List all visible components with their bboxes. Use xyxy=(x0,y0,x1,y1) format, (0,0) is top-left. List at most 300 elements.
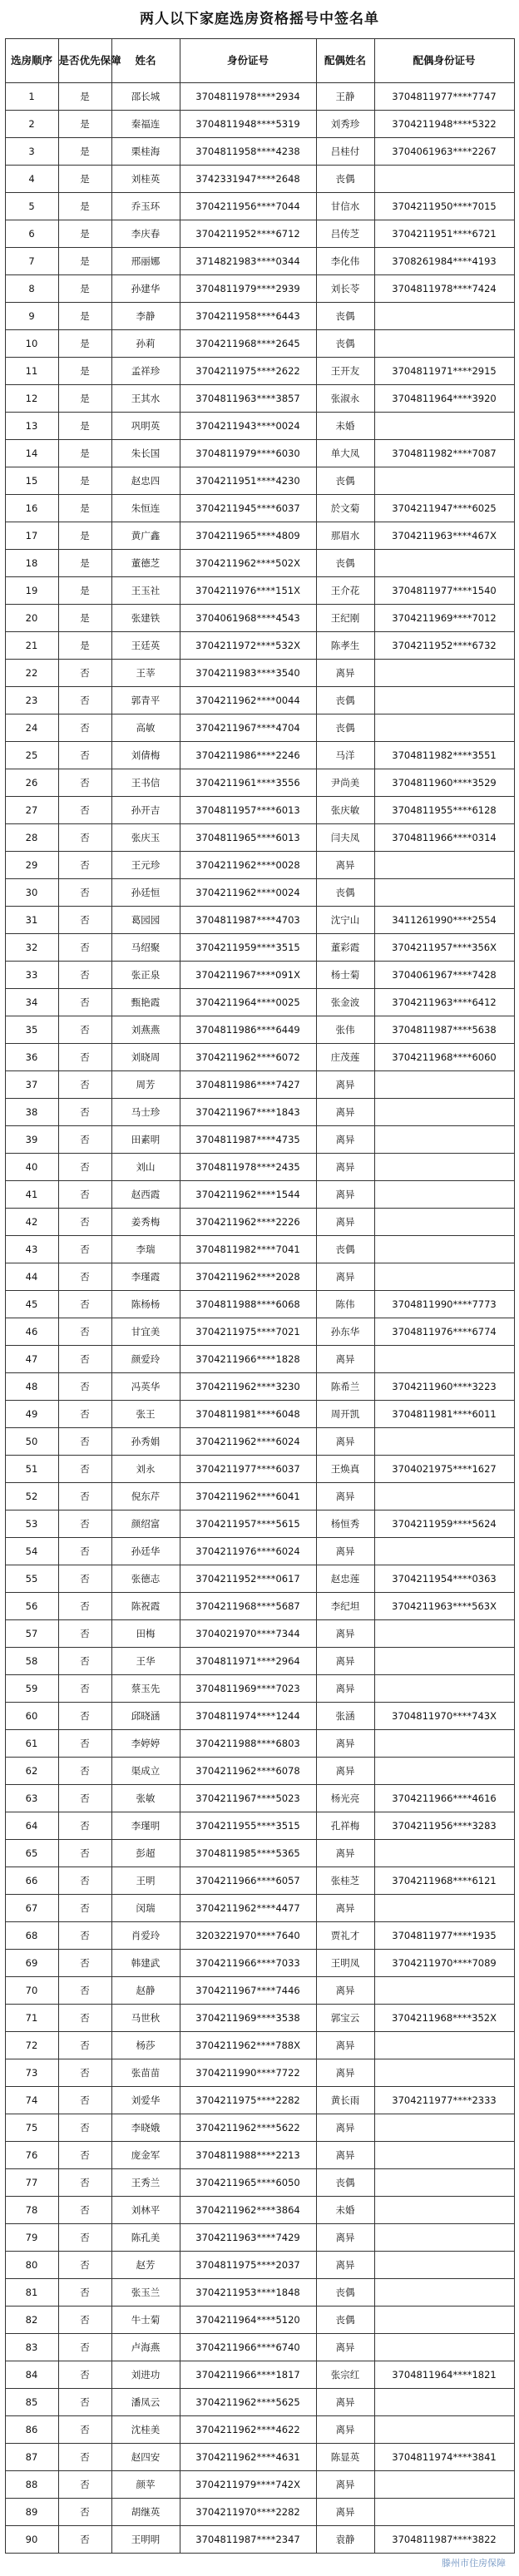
cell-id-number: 3704811979****2939 xyxy=(180,275,316,303)
table-row xyxy=(5,1785,514,1812)
cell-spouse-name: 刘秀珍 xyxy=(316,111,374,138)
cell-id-number: 3704811948****5319 xyxy=(180,111,316,138)
cell-order: 30 xyxy=(5,879,58,907)
cell-id-number: 3704211975****2282 xyxy=(180,2087,316,2114)
table-row xyxy=(5,2444,514,2471)
cell-order: 85 xyxy=(5,2389,58,2416)
table-row xyxy=(5,2032,514,2059)
cell-priority: 否 xyxy=(58,2279,111,2307)
cell-priority: 否 xyxy=(58,1950,111,1977)
cell-priority: 否 xyxy=(58,1675,111,1703)
cell-order: 73 xyxy=(5,2059,58,2087)
table-row xyxy=(5,550,514,577)
cell-name: 姜秀梅 xyxy=(111,1209,180,1236)
cell-id-number: 3704211962****4477 xyxy=(180,1895,316,1922)
table-row xyxy=(5,2114,514,2142)
cell-priority: 否 xyxy=(58,1318,111,1346)
cell-spouse-name: 王明凤 xyxy=(316,1950,374,1977)
cell-order: 80 xyxy=(5,2252,58,2279)
cell-id-number: 3704211966****1817 xyxy=(180,2361,316,2389)
cell-priority: 否 xyxy=(58,852,111,879)
cell-priority: 否 xyxy=(58,1648,111,1675)
table-row xyxy=(5,413,514,440)
cell-order: 35 xyxy=(5,1016,58,1044)
table-body xyxy=(5,83,514,2554)
cell-spouse-id-number: 3704211963****563X xyxy=(374,1593,514,1620)
cell-spouse-id-number: 3704811990****7773 xyxy=(374,1291,514,1318)
table-header-row xyxy=(5,39,514,83)
cell-spouse-id-number: 3704211956****3283 xyxy=(374,1812,514,1840)
cell-priority: 否 xyxy=(58,1044,111,1071)
cell-order: 72 xyxy=(5,2032,58,2059)
cell-priority: 否 xyxy=(58,2361,111,2389)
cell-order: 28 xyxy=(5,824,58,852)
cell-id-number: 3704211968****2645 xyxy=(180,330,316,358)
cell-order: 49 xyxy=(5,1401,58,1428)
table-row xyxy=(5,879,514,907)
cell-spouse-id-number: 3704211969****7012 xyxy=(374,605,514,632)
cell-id-number: 3704211967****5023 xyxy=(180,1785,316,1812)
watermark: 滕州市住房保障 xyxy=(442,2558,506,2569)
cell-priority: 否 xyxy=(58,742,111,769)
table-row xyxy=(5,1456,514,1483)
cell-order: 65 xyxy=(5,1840,58,1867)
cell-spouse-id-number xyxy=(374,1154,514,1181)
cell-spouse-id-number: 3704811976****6774 xyxy=(374,1318,514,1346)
cell-spouse-id-number xyxy=(374,852,514,879)
cell-order: 27 xyxy=(5,797,58,824)
header-order: 选房顺序 xyxy=(5,39,58,83)
cell-spouse-name: 杨士菊 xyxy=(316,962,374,989)
cell-order: 4 xyxy=(5,166,58,193)
cell-order: 82 xyxy=(5,2307,58,2334)
cell-spouse-id-number: 3704811981****6011 xyxy=(374,1401,514,1428)
cell-id-number: 3704211943****0024 xyxy=(180,413,316,440)
cell-order: 75 xyxy=(5,2114,58,2142)
cell-spouse-name: 杨光亮 xyxy=(316,1785,374,1812)
cell-order: 57 xyxy=(5,1620,58,1648)
cell-order: 54 xyxy=(5,1538,58,1565)
cell-name: 颜绍富 xyxy=(111,1510,180,1538)
cell-priority: 否 xyxy=(58,660,111,687)
cell-spouse-id-number xyxy=(374,2169,514,2197)
cell-id-number: 3704021970****7344 xyxy=(180,1620,316,1648)
cell-order: 62 xyxy=(5,1758,58,1785)
cell-order: 5 xyxy=(5,193,58,220)
cell-name: 孙廷华 xyxy=(111,1538,180,1565)
cell-priority: 是 xyxy=(58,83,111,111)
cell-spouse-name: 王开友 xyxy=(316,358,374,385)
cell-priority: 否 xyxy=(58,1483,111,1510)
cell-priority: 是 xyxy=(58,220,111,248)
table-row xyxy=(5,989,514,1016)
cell-id-number: 3704211983****3540 xyxy=(180,660,316,687)
cell-order: 81 xyxy=(5,2279,58,2307)
cell-spouse-name: 吕传芝 xyxy=(316,220,374,248)
cell-name: 肖爱玲 xyxy=(111,1922,180,1950)
table-row xyxy=(5,1154,514,1181)
table-row xyxy=(5,1620,514,1648)
cell-name: 李庆春 xyxy=(111,220,180,248)
cell-id-number: 3704811987****4735 xyxy=(180,1126,316,1154)
cell-spouse-name: 离异 xyxy=(316,1758,374,1785)
cell-order: 50 xyxy=(5,1428,58,1456)
cell-spouse-id-number xyxy=(374,1840,514,1867)
cell-spouse-id-number xyxy=(374,1758,514,1785)
table-row xyxy=(5,714,514,742)
cell-priority: 否 xyxy=(58,2334,111,2361)
cell-priority: 否 xyxy=(58,2142,111,2169)
cell-id-number: 3704811982****7041 xyxy=(180,1236,316,1263)
table-row xyxy=(5,1675,514,1703)
cell-id-number: 3704211967****1843 xyxy=(180,1099,316,1126)
cell-name: 彭超 xyxy=(111,1840,180,1867)
cell-priority: 是 xyxy=(58,193,111,220)
cell-name: 卢海燕 xyxy=(111,2334,180,2361)
cell-spouse-name: 吕桂付 xyxy=(316,138,374,166)
cell-name: 颜爱玲 xyxy=(111,1346,180,1373)
cell-id-number: 3704811963****3857 xyxy=(180,385,316,413)
cell-id-number: 3704211962****1544 xyxy=(180,1181,316,1209)
cell-priority: 否 xyxy=(58,1895,111,1922)
cell-priority: 否 xyxy=(58,1373,111,1401)
table-row xyxy=(5,220,514,248)
cell-order: 15 xyxy=(5,467,58,495)
table-row xyxy=(5,495,514,522)
cell-id-number: 3704811965****6013 xyxy=(180,824,316,852)
cell-name: 马士珍 xyxy=(111,1099,180,1126)
cell-spouse-id-number: 3704211963****6412 xyxy=(374,989,514,1016)
cell-spouse-name: 郭宝云 xyxy=(316,2005,374,2032)
table-row xyxy=(5,907,514,934)
cell-spouse-name: 陈希兰 xyxy=(316,1373,374,1401)
cell-spouse-id-number: 3704211968****6060 xyxy=(374,1044,514,1071)
cell-priority: 否 xyxy=(58,1428,111,1456)
cell-priority: 否 xyxy=(58,2471,111,2499)
cell-id-number: 3704811986****6449 xyxy=(180,1016,316,1044)
cell-spouse-id-number: 3411261990****2554 xyxy=(374,907,514,934)
cell-priority: 否 xyxy=(58,1565,111,1593)
cell-priority: 是 xyxy=(58,385,111,413)
table-row xyxy=(5,166,514,193)
cell-spouse-name: 赵忠莲 xyxy=(316,1565,374,1593)
cell-order: 78 xyxy=(5,2197,58,2224)
table-row xyxy=(5,2334,514,2361)
cell-name: 孙开吉 xyxy=(111,797,180,824)
table-row xyxy=(5,1922,514,1950)
cell-id-number: 3704211945****6037 xyxy=(180,495,316,522)
cell-priority: 否 xyxy=(58,2059,111,2087)
cell-spouse-id-number xyxy=(374,2279,514,2307)
cell-id-number: 3704811987****2347 xyxy=(180,2526,316,2554)
cell-spouse-id-number xyxy=(374,413,514,440)
cell-spouse-name: 离异 xyxy=(316,1181,374,1209)
document-title: 两人以下家庭选房资格摇号中签名单 xyxy=(140,11,379,27)
cell-spouse-name: 离异 xyxy=(316,2334,374,2361)
cell-spouse-name: 张淑永 xyxy=(316,385,374,413)
cell-id-number: 3203221970****7640 xyxy=(180,1922,316,1950)
cell-order: 7 xyxy=(5,248,58,275)
cell-spouse-id-number xyxy=(374,1648,514,1675)
cell-spouse-id-number: 3704811955****6128 xyxy=(374,797,514,824)
cell-order: 69 xyxy=(5,1950,58,1977)
cell-spouse-id-number xyxy=(374,1099,514,1126)
cell-id-number: 3704211977****6037 xyxy=(180,1456,316,1483)
cell-priority: 是 xyxy=(58,166,111,193)
cell-spouse-name: 离异 xyxy=(316,2416,374,2444)
table-row xyxy=(5,111,514,138)
cell-name: 牛士菊 xyxy=(111,2307,180,2334)
cell-id-number: 3704811988****2213 xyxy=(180,2142,316,2169)
cell-priority: 否 xyxy=(58,1263,111,1291)
table-row xyxy=(5,2279,514,2307)
cell-priority: 否 xyxy=(58,1071,111,1099)
cell-name: 刘桂英 xyxy=(111,166,180,193)
cell-priority: 是 xyxy=(58,111,111,138)
cell-id-number: 3704211962****6078 xyxy=(180,1758,316,1785)
cell-priority: 是 xyxy=(58,495,111,522)
table-row xyxy=(5,2252,514,2279)
table-row xyxy=(5,248,514,275)
table-row xyxy=(5,1483,514,1510)
cell-name: 甄艳霞 xyxy=(111,989,180,1016)
cell-spouse-name: 离异 xyxy=(316,1428,374,1456)
table-row xyxy=(5,138,514,166)
cell-order: 79 xyxy=(5,2224,58,2252)
table-row xyxy=(5,769,514,797)
cell-priority: 否 xyxy=(58,1785,111,1812)
table-row xyxy=(5,2169,514,2197)
cell-spouse-id-number: 3704211960****3223 xyxy=(374,1373,514,1401)
cell-spouse-id-number: 3704211948****5322 xyxy=(374,111,514,138)
cell-order: 66 xyxy=(5,1867,58,1895)
cell-priority: 是 xyxy=(58,330,111,358)
cell-name: 张敏 xyxy=(111,1785,180,1812)
cell-name: 渠成立 xyxy=(111,1758,180,1785)
table-row xyxy=(5,852,514,879)
cell-order: 89 xyxy=(5,2499,58,2526)
cell-spouse-id-number: 3704811974****3841 xyxy=(374,2444,514,2471)
cell-spouse-id-number: 3704211954****0363 xyxy=(374,1565,514,1593)
cell-priority: 是 xyxy=(58,138,111,166)
cell-id-number: 3704211966****6740 xyxy=(180,2334,316,2361)
cell-spouse-name: 甘信水 xyxy=(316,193,374,220)
table-row xyxy=(5,1099,514,1126)
cell-spouse-id-number: 3704211968****6121 xyxy=(374,1867,514,1895)
cell-spouse-name: 於文菊 xyxy=(316,495,374,522)
cell-name: 王玉社 xyxy=(111,577,180,605)
cell-id-number: 3742331947****2648 xyxy=(180,166,316,193)
cell-order: 14 xyxy=(5,440,58,467)
cell-id-number: 3704211975****7021 xyxy=(180,1318,316,1346)
cell-spouse-name: 丧偶 xyxy=(316,166,374,193)
cell-spouse-id-number xyxy=(374,2032,514,2059)
table-row xyxy=(5,1181,514,1209)
cell-id-number: 3704811986****7427 xyxy=(180,1071,316,1099)
header-spouse-name: 配偶姓名 xyxy=(316,39,374,83)
cell-spouse-id-number xyxy=(374,1675,514,1703)
cell-spouse-name: 离异 xyxy=(316,852,374,879)
cell-name: 张德志 xyxy=(111,1565,180,1593)
cell-id-number: 3704211961****3556 xyxy=(180,769,316,797)
cell-priority: 否 xyxy=(58,2499,111,2526)
cell-priority: 否 xyxy=(58,1922,111,1950)
cell-priority: 否 xyxy=(58,1730,111,1758)
cell-spouse-id-number: 3704211966****4616 xyxy=(374,1785,514,1812)
cell-order: 9 xyxy=(5,303,58,330)
cell-id-number: 3704211958****6443 xyxy=(180,303,316,330)
cell-order: 70 xyxy=(5,1977,58,2005)
cell-id-number: 3704211952****0617 xyxy=(180,1565,316,1593)
cell-order: 29 xyxy=(5,852,58,879)
cell-name: 王莘 xyxy=(111,660,180,687)
cell-order: 46 xyxy=(5,1318,58,1346)
cell-id-number: 3704811969****7023 xyxy=(180,1675,316,1703)
cell-id-number: 3704811979****6030 xyxy=(180,440,316,467)
cell-spouse-id-number xyxy=(374,1181,514,1209)
table-row xyxy=(5,1209,514,1236)
cell-spouse-name: 丧偶 xyxy=(316,2169,374,2197)
cell-order: 76 xyxy=(5,2142,58,2169)
cell-priority: 是 xyxy=(58,632,111,660)
cell-spouse-name: 尹尚美 xyxy=(316,769,374,797)
cell-spouse-id-number: 3704811978****7424 xyxy=(374,275,514,303)
cell-name: 颜苹 xyxy=(111,2471,180,2499)
table-row xyxy=(5,303,514,330)
table-row xyxy=(5,1895,514,1922)
table-row xyxy=(5,632,514,660)
cell-spouse-name: 袁静 xyxy=(316,2526,374,2554)
table-row xyxy=(5,1648,514,1675)
cell-id-number: 3704211965****6050 xyxy=(180,2169,316,2197)
cell-order: 31 xyxy=(5,907,58,934)
cell-order: 88 xyxy=(5,2471,58,2499)
cell-name: 刘进功 xyxy=(111,2361,180,2389)
cell-spouse-id-number: 3704061963****2267 xyxy=(374,138,514,166)
table-row xyxy=(5,1758,514,1785)
cell-priority: 否 xyxy=(58,2224,111,2252)
cell-name: 孙廷恒 xyxy=(111,879,180,907)
cell-id-number: 3704811974****1244 xyxy=(180,1703,316,1730)
table-row xyxy=(5,1950,514,1977)
cell-spouse-id-number xyxy=(374,2334,514,2361)
table-row xyxy=(5,1565,514,1593)
cell-spouse-name: 周开凯 xyxy=(316,1401,374,1428)
cell-spouse-id-number xyxy=(374,879,514,907)
cell-spouse-id-number xyxy=(374,2389,514,2416)
cell-priority: 是 xyxy=(58,467,111,495)
table-row xyxy=(5,1401,514,1428)
cell-name: 孙莉 xyxy=(111,330,180,358)
cell-spouse-id-number xyxy=(374,1071,514,1099)
cell-id-number: 3704811978****2934 xyxy=(180,83,316,111)
cell-spouse-id-number xyxy=(374,687,514,714)
cell-spouse-name: 丧偶 xyxy=(316,714,374,742)
cell-spouse-name: 未婚 xyxy=(316,2197,374,2224)
cell-order: 19 xyxy=(5,577,58,605)
cell-priority: 否 xyxy=(58,1703,111,1730)
table-row xyxy=(5,1428,514,1456)
cell-spouse-name: 离异 xyxy=(316,1675,374,1703)
cell-spouse-id-number: 3704211952****6732 xyxy=(374,632,514,660)
cell-spouse-name: 张宗红 xyxy=(316,2361,374,2389)
cell-order: 24 xyxy=(5,714,58,742)
cell-priority: 否 xyxy=(58,2087,111,2114)
cell-priority: 是 xyxy=(58,275,111,303)
cell-spouse-id-number xyxy=(374,1895,514,1922)
cell-order: 63 xyxy=(5,1785,58,1812)
cell-name: 李婷婷 xyxy=(111,1730,180,1758)
cell-name: 庞金军 xyxy=(111,2142,180,2169)
table-row xyxy=(5,275,514,303)
cell-priority: 否 xyxy=(58,2444,111,2471)
cell-id-number: 3704211957****5615 xyxy=(180,1510,316,1538)
cell-priority: 否 xyxy=(58,2197,111,2224)
table-row xyxy=(5,577,514,605)
cell-name: 巩明英 xyxy=(111,413,180,440)
cell-order: 25 xyxy=(5,742,58,769)
cell-order: 6 xyxy=(5,220,58,248)
cell-id-number: 3704211962****3230 xyxy=(180,1373,316,1401)
cell-order: 51 xyxy=(5,1456,58,1483)
cell-priority: 否 xyxy=(58,1593,111,1620)
cell-order: 18 xyxy=(5,550,58,577)
cell-name: 张正泉 xyxy=(111,962,180,989)
header-name: 姓名 xyxy=(111,39,180,83)
cell-spouse-name: 丧偶 xyxy=(316,687,374,714)
cell-id-number: 3704211953****1848 xyxy=(180,2279,316,2307)
cell-priority: 否 xyxy=(58,1016,111,1044)
cell-spouse-id-number: 3704211963****467X xyxy=(374,522,514,550)
cell-spouse-name: 离异 xyxy=(316,1099,374,1126)
cell-order: 48 xyxy=(5,1373,58,1401)
cell-priority: 否 xyxy=(58,687,111,714)
table-row xyxy=(5,962,514,989)
table-row xyxy=(5,1373,514,1401)
cell-priority: 否 xyxy=(58,1291,111,1318)
cell-id-number: 3704211962****5622 xyxy=(180,2114,316,2142)
cell-order: 52 xyxy=(5,1483,58,1510)
cell-priority: 是 xyxy=(58,577,111,605)
cell-id-number: 3704211966****1828 xyxy=(180,1346,316,1373)
cell-id-number: 3704211962****2028 xyxy=(180,1263,316,1291)
cell-id-number: 3704211966****6057 xyxy=(180,1867,316,1895)
cell-spouse-id-number: 3704811977****7747 xyxy=(374,83,514,111)
cell-spouse-name: 丧偶 xyxy=(316,303,374,330)
cell-spouse-id-number xyxy=(374,1126,514,1154)
cell-priority: 否 xyxy=(58,2114,111,2142)
cell-priority: 否 xyxy=(58,2032,111,2059)
cell-priority: 否 xyxy=(58,934,111,962)
cell-spouse-id-number xyxy=(374,2252,514,2279)
cell-spouse-id-number xyxy=(374,1538,514,1565)
cell-name: 孟祥珍 xyxy=(111,358,180,385)
cell-spouse-name: 丧偶 xyxy=(316,2307,374,2334)
cell-spouse-id-number: 3708261984****4193 xyxy=(374,248,514,275)
cell-order: 3 xyxy=(5,138,58,166)
cell-spouse-name: 李纪坦 xyxy=(316,1593,374,1620)
cell-id-number: 3704811988****6068 xyxy=(180,1291,316,1318)
cell-spouse-name: 闫夫凤 xyxy=(316,824,374,852)
cell-order: 16 xyxy=(5,495,58,522)
cell-order: 43 xyxy=(5,1236,58,1263)
cell-order: 67 xyxy=(5,1895,58,1922)
cell-name: 赵芳 xyxy=(111,2252,180,2279)
cell-id-number: 3704211962****0024 xyxy=(180,879,316,907)
cell-spouse-name: 张涵 xyxy=(316,1703,374,1730)
cell-spouse-id-number: 3704061967****7428 xyxy=(374,962,514,989)
cell-name: 赵西霞 xyxy=(111,1181,180,1209)
